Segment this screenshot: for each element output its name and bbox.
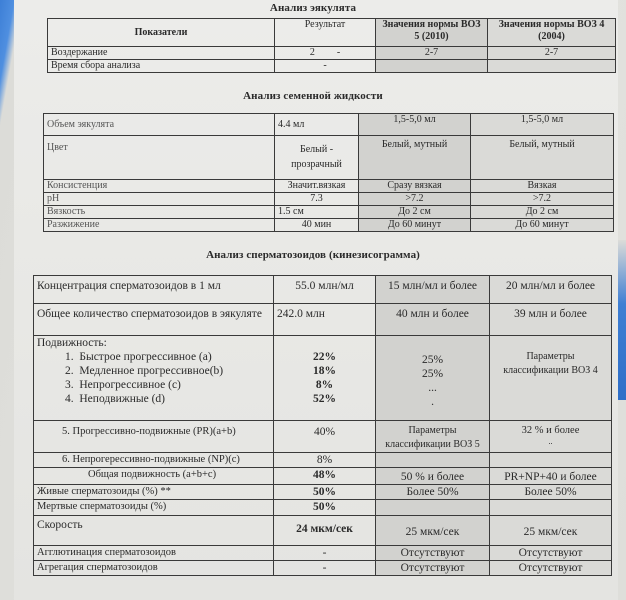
motility-who4: Параметры классификации ВОЗ 4 bbox=[490, 336, 612, 421]
row-who4 bbox=[488, 60, 616, 73]
row-result: 8% bbox=[274, 453, 376, 468]
row-who5: 1,5-5,0 мл bbox=[359, 114, 471, 136]
list-item: 2. Медленное прогрессивное(b) bbox=[65, 365, 224, 377]
row-label: pH bbox=[44, 193, 275, 206]
row-label: Общая подвижность (a+b+c) bbox=[34, 468, 274, 485]
row-label: Консистенция bbox=[44, 180, 275, 193]
header-who4: Значения нормы ВОЗ 4 (2004) bbox=[488, 19, 616, 47]
list-item: 1. Быстрое прогрессивное (a) bbox=[65, 351, 212, 363]
row-who5: 25 мкм/сек bbox=[376, 516, 490, 546]
row-who5: Отсутствуют bbox=[376, 546, 490, 561]
section-title-ejaculate: Анализ эякулята bbox=[269, 2, 357, 14]
row-who4: Отсутствуют bbox=[490, 546, 612, 561]
row-who5: >7.2 bbox=[359, 193, 471, 206]
row-label: Время сбора анализа bbox=[48, 60, 275, 73]
row-who4: Отсутствуют bbox=[490, 561, 612, 576]
row-result: Белый - прозрачный bbox=[275, 136, 359, 180]
motility-who5: 25% 25% ... . bbox=[376, 336, 490, 421]
row-label: Агглютинация сперматозоидов bbox=[34, 546, 274, 561]
row-result: 50% bbox=[274, 500, 376, 516]
row-result: 242.0 млн bbox=[274, 304, 376, 336]
table-row bbox=[34, 304, 612, 336]
row-label: Концентрация сперматозоидов в 1 мл bbox=[34, 276, 274, 304]
row-label: Общее количество сперматозоидов в эякуляте bbox=[34, 304, 274, 336]
header-result: Результат bbox=[275, 19, 376, 47]
row-result: 2 - bbox=[275, 47, 376, 60]
table-row bbox=[44, 136, 614, 180]
row-label: Мертвые сперматозоиды (%) bbox=[34, 500, 274, 516]
motility-results: 22% 18% 8% 52% bbox=[274, 336, 376, 421]
header-who5: Значения нормы ВОЗ 5 (2010) bbox=[376, 19, 488, 47]
seminal-fluid-table bbox=[43, 113, 614, 232]
row-who4: Белый, мутный bbox=[471, 136, 614, 180]
row-who5: Белый, мутный bbox=[359, 136, 471, 180]
table-row bbox=[44, 219, 614, 232]
motility-heading: Подвижность: bbox=[37, 337, 107, 349]
row-who5: 15 млн/мл и более bbox=[376, 276, 490, 304]
table-row bbox=[44, 114, 614, 136]
row-result: 48% bbox=[274, 468, 376, 485]
row-who5: До 2 см bbox=[359, 206, 471, 219]
row-label: Объем эякулята bbox=[44, 114, 275, 136]
row-who5: 40 млн и более bbox=[376, 304, 490, 336]
row-who5: Отсутствуют bbox=[376, 561, 490, 576]
row-result: - bbox=[274, 561, 376, 576]
row-who4: До 60 минут bbox=[471, 219, 614, 232]
list-item: 4. Неподвижные (d) bbox=[65, 393, 166, 405]
table-row bbox=[44, 206, 614, 219]
background-edge bbox=[618, 240, 626, 400]
row-result: 24 мкм/сек bbox=[274, 516, 376, 546]
handwritten-value: 2 bbox=[309, 47, 315, 58]
table-row bbox=[48, 60, 616, 73]
row-result: 55.0 млн/мл bbox=[274, 276, 376, 304]
row-label: Вязкость bbox=[44, 206, 275, 219]
section-title-kinesisogram: Анализ сперматозоидов (кинезисограмма) bbox=[206, 249, 420, 261]
row-result: 7.3 bbox=[275, 193, 359, 206]
row-who4: 25 мкм/сек bbox=[490, 516, 612, 546]
table-row bbox=[48, 47, 616, 60]
row-who4: До 2 см bbox=[471, 206, 614, 219]
row-who4: Более 50% bbox=[490, 485, 612, 500]
row-label: Живые сперматозоиды (%) ** bbox=[34, 485, 274, 500]
row-who4: 1,5-5,0 мл bbox=[471, 114, 614, 136]
row-result: - bbox=[274, 546, 376, 561]
table-row bbox=[34, 561, 612, 576]
sperm-analysis-table bbox=[33, 275, 612, 576]
row-who4: 39 млн и более bbox=[490, 304, 612, 336]
table-row bbox=[34, 276, 612, 304]
row-result: 4.4 мл bbox=[275, 114, 359, 136]
row-who5: Параметры классификации ВОЗ 5 bbox=[376, 421, 490, 453]
table-row bbox=[34, 500, 612, 516]
row-who4: >7.2 bbox=[471, 193, 614, 206]
row-who5 bbox=[376, 453, 490, 468]
row-who5: 50 % и более bbox=[376, 468, 490, 485]
header-indicator: Показатели bbox=[48, 19, 275, 47]
row-result: 50% bbox=[274, 485, 376, 500]
row-result: 1.5 см bbox=[275, 206, 359, 219]
row-who5: Сразу вязкая bbox=[359, 180, 471, 193]
table-row bbox=[34, 546, 612, 561]
row-who5 bbox=[376, 500, 490, 516]
row-who4 bbox=[490, 453, 612, 468]
motility-label-cell bbox=[34, 336, 274, 421]
row-label: 6. Непрогерессивно-подвижные (NP)(c) bbox=[34, 453, 274, 468]
table-row bbox=[34, 516, 612, 546]
row-label: Цвет bbox=[44, 136, 275, 180]
row-who4: Вязкая bbox=[471, 180, 614, 193]
row-who4 bbox=[490, 500, 612, 516]
row-who5: 2-7 bbox=[376, 47, 488, 60]
row-who4: 20 млн/мл и более bbox=[490, 276, 612, 304]
table-row bbox=[34, 421, 612, 453]
row-label: Воздержание bbox=[48, 47, 275, 60]
row-who4: 32 % и более .. bbox=[490, 421, 612, 453]
row-who5: До 60 минут bbox=[359, 219, 471, 232]
table-row bbox=[44, 180, 614, 193]
row-result: 40 мин bbox=[275, 219, 359, 232]
row-result: - bbox=[275, 60, 376, 73]
row-who5: Более 50% bbox=[376, 485, 490, 500]
row-label: 5. Прогрессивно-подвижные (PR)(a+b) bbox=[34, 421, 274, 453]
motility-row bbox=[34, 336, 612, 421]
row-result: 40% bbox=[274, 421, 376, 453]
table-row bbox=[44, 193, 614, 206]
row-who5 bbox=[376, 60, 488, 73]
row-who4: 2-7 bbox=[488, 47, 616, 60]
list-item: 3. Непрогрессивное (c) bbox=[65, 379, 181, 391]
ejaculate-table bbox=[47, 18, 616, 73]
table-row bbox=[34, 453, 612, 468]
table-row bbox=[34, 468, 612, 485]
row-label: Агрегация сперматозоидов bbox=[34, 561, 274, 576]
row-label: Разжижение bbox=[44, 219, 275, 232]
row-who4: PR+NP+40 и более bbox=[490, 468, 612, 485]
table-row bbox=[34, 485, 612, 500]
section-title-seminal-fluid: Анализ семенной жидкости bbox=[243, 90, 383, 102]
row-label: Скорость bbox=[34, 516, 274, 546]
row-result: Значит.вязкая bbox=[275, 180, 359, 193]
